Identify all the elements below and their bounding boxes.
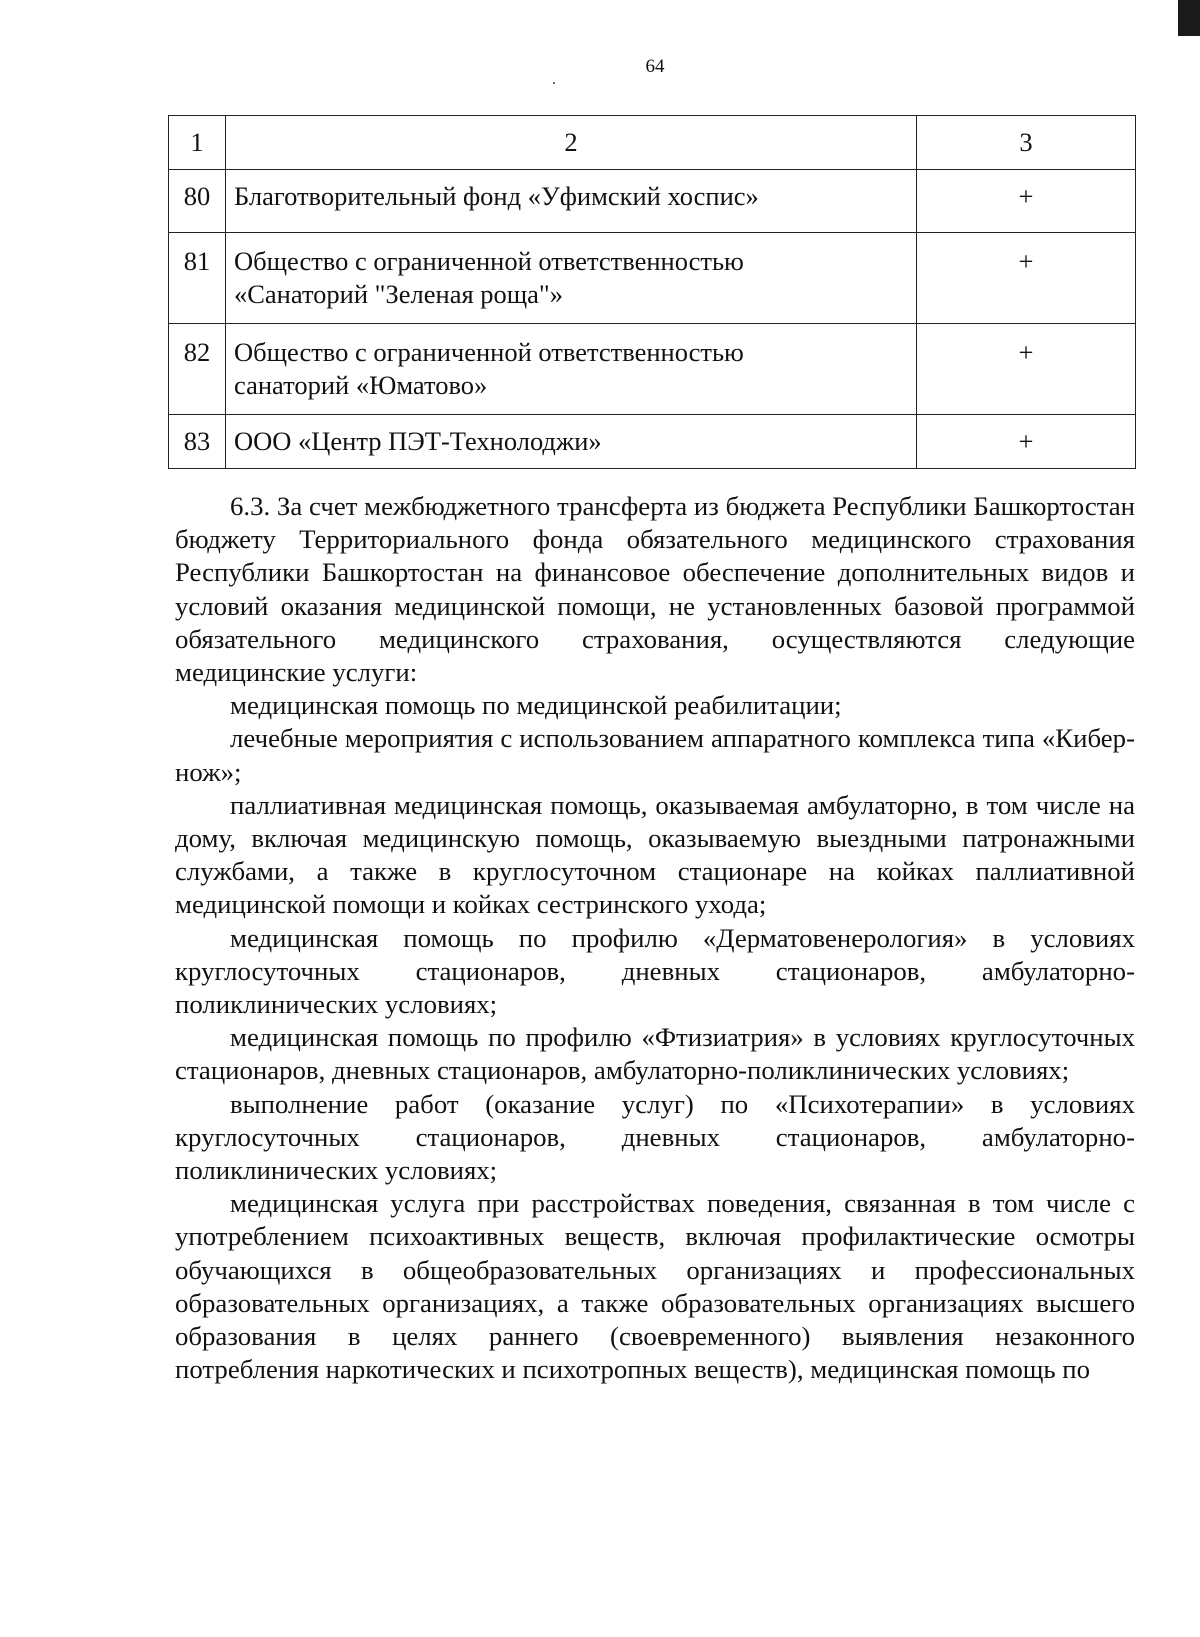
table-row [169,415,1136,469]
list-paragraph: лечебные мероприятия с использованием аппаратного комплекса типа «Кибер-нож»; [175,723,1135,787]
table-row [169,233,1136,324]
organization-name [226,415,917,469]
organization-name-line: санаторий «Юматово» [234,370,488,400]
section-paragraph: 6.3. За счет межбюджетного трансферта из бюджета Республики Башкортостан бюджету Территориального фонда обязательного медицинского страхования Республики Башкортостан на финансовое обеспечение дополнительных видов и условий оказания медицинской помощи, не установленных базовой программой обязательного медицинского страхования, осуществляются следующие медицинские услуги: [175,491,1135,688]
list-paragraph: медицинская помощь по профилю «Дерматовенерология» в условиях круглосуточных стационаров, дневных стационаров, амбулаторно-поликлинических условиях; [175,922,1135,1020]
header-cell-3: 3 [917,116,1136,170]
participation-mark: + [917,233,1136,324]
row-number: 81 [169,233,226,324]
row-number: 82 [169,324,226,415]
participation-mark: + [917,170,1136,233]
table-row [169,170,1136,233]
organization-name [226,233,917,324]
document-body [175,490,1135,1386]
participation-mark: + [917,324,1136,415]
organization-name [226,170,917,233]
list-paragraph: медицинская помощь по медицинской реабилитации; [230,690,842,721]
list-paragraph: паллиативная медицинская помощь, оказываемая амбулаторно, в том числе на дому, включая медицинскую помощь, оказываемую выездными патронажными службами, а также в круглосуточном стационаре на койках паллиативной медицинской помощи и койках сестринского ухода; [175,789,1135,920]
organization-name-line: Благотворительный фонд «Уфимский хоспис» [234,181,759,211]
list-paragraph: медицинская услуга при расстройствах поведения, связанная в том числе с употреблением психоактивных веществ, включая профилактические осмотры обучающихся в общеобразовательных организациях и профессиональных образовательных организациях, а также образовательных организациях высшего образования в целях раннего (своевременного) выявления незаконного потребления наркотических и психотропных веществ), медицинская помощь по [175,1188,1135,1385]
organization-name-line: ООО «Центр ПЭТ-Технолоджи» [234,426,602,456]
header-cell-2: 2 [226,116,917,170]
scan-dot [553,82,555,84]
list-paragraph: выполнение работ (оказание услуг) по «Психотерапии» в условиях круглосуточных стационаров, дневных стационаров, амбулаторно-поликлинических условиях; [175,1088,1135,1186]
organization-name-line: «Санаторий "Зеленая роща"» [234,279,563,309]
organization-name-line: Общество с ограниченной ответственностью [234,337,744,367]
header-cell-1: 1 [169,116,226,170]
participation-mark: + [917,415,1136,469]
page-number: 64 [645,56,665,77]
organization-name-line: Общество с ограниченной ответственностью [234,246,744,276]
row-number: 83 [169,415,226,469]
table-header-row [169,116,1136,170]
row-number: 80 [169,170,226,233]
table-row [169,324,1136,415]
organizations-table [168,115,1136,469]
list-paragraph: медицинская помощь по профилю «Фтизиатрия» в условиях круглосуточных стационаров, дневных стационаров, амбулаторно-поликлинических условиях; [175,1022,1135,1086]
organization-name [226,324,917,415]
scan-corner-mark [1178,0,1200,36]
